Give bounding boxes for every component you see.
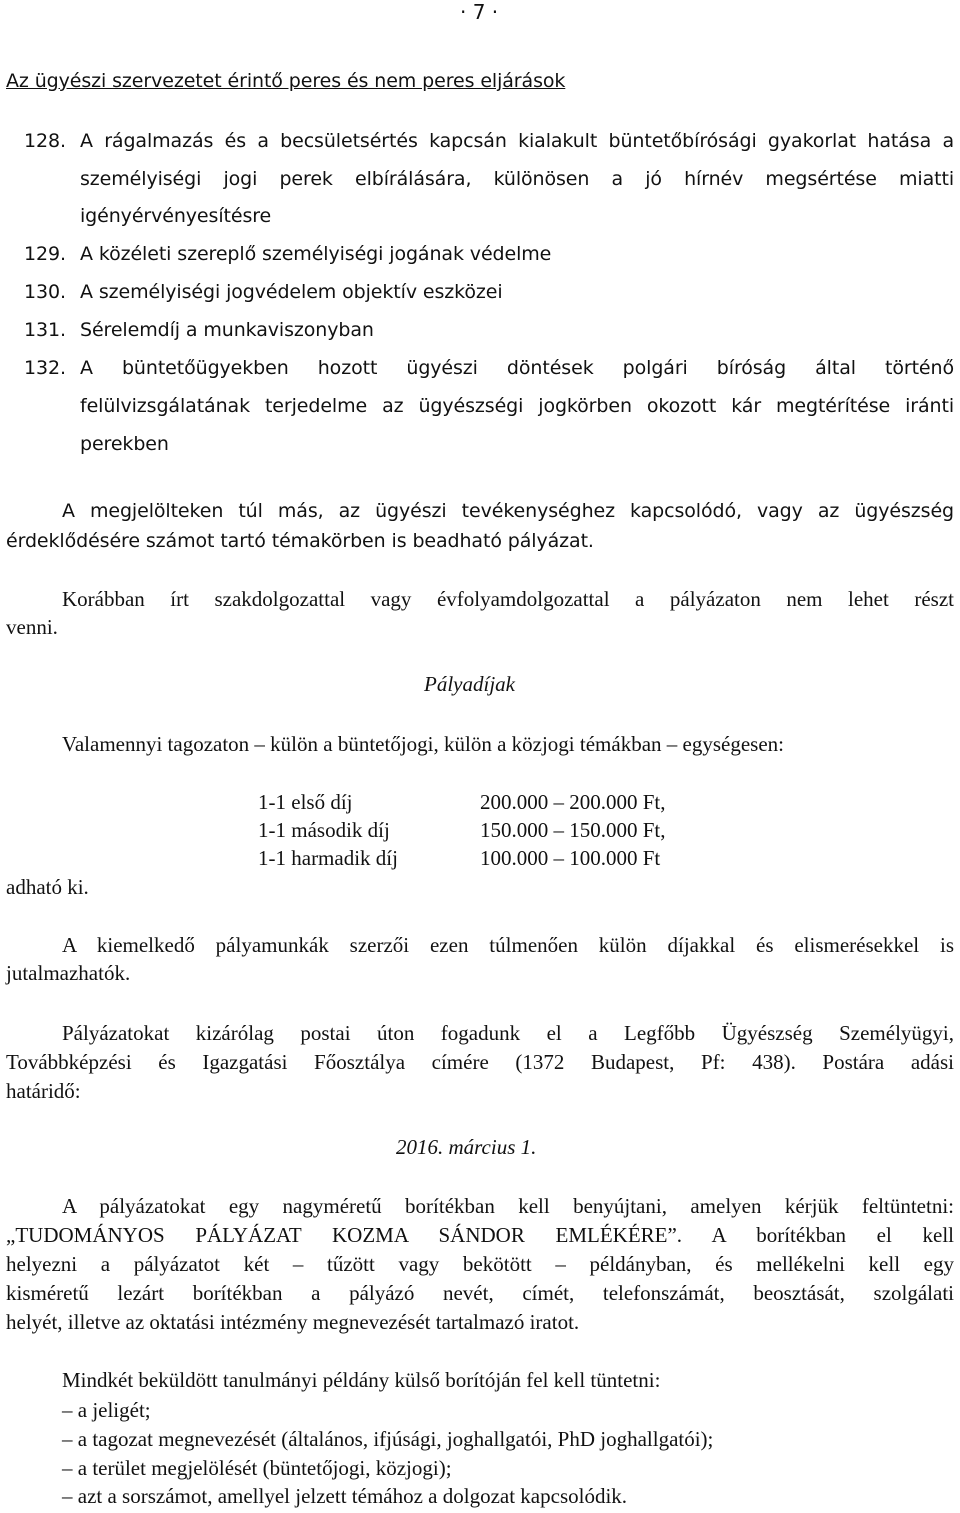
topic-text: A rágalmazás és a becsületsértés kapcsán kialakult büntetőbírósági gyakorlat hatása a: [80, 130, 954, 152]
prize-label: 1-1 második díj: [258, 818, 390, 842]
page-number: · 7 ·: [460, 0, 499, 24]
envelope-text: helyét, illetve az oktatási intézmény megnevezését tartalmazó iratot.: [6, 1310, 580, 1334]
special-awards: A kiemelkedő pályamunkák szerzői ezen túlmenően külön díjakkal és elismerésekkel is: [62, 933, 954, 957]
prize-label: 1-1 harmadik díj: [258, 846, 398, 870]
prize-amount: 100.000 – 100.000 Ft: [480, 846, 661, 870]
topic-text: A büntetőügyekben hozott ügyészi döntések polgári bíróság által történő: [80, 357, 954, 379]
envelope-text: A pályázatokat egy nagyméretű borítékban kell benyújtani, amelyen kérjük feltüntetni:: [62, 1194, 954, 1218]
topic-text: felülvizsgálatának terjedelme az ügyészségi jogkörben okozott kár megtérítése iránti: [80, 395, 954, 417]
prize-label: 1-1 első díj: [258, 790, 353, 814]
submission-text: határidő:: [6, 1079, 81, 1103]
section-title: Az ügyészi szervezetet érintő peres és nem peres eljárások: [6, 70, 566, 92]
prizes-intro: Valamennyi tagozaton – külön a büntetőjogi, külön a közjogi témákban – egységesen:: [62, 732, 784, 756]
topic-text: igényérvényesítésre: [80, 205, 272, 227]
submission-text: Továbbképzési és Igazgatási Főosztálya címére (1372 Budapest, Pf: 438). Postára adási: [6, 1050, 954, 1074]
other-topics-note: A megjelölteken túl más, az ügyészi tevékenységhez kapcsolódó, vagy az ügyészség: [62, 500, 954, 522]
topic-number: 128.: [24, 130, 66, 152]
prior-work-note: venni.: [6, 615, 58, 639]
topic-text: személyiségi jogi perek elbírálására, különösen a jó hírnév megsértése miatti: [80, 168, 954, 190]
prizes-heading: Pályadíjak: [424, 672, 515, 696]
prize-amount: 200.000 – 200.000 Ft,: [480, 790, 666, 814]
topic-number: 129.: [24, 243, 66, 265]
prizes-closing: adható ki.: [6, 875, 89, 899]
topic-number: 130.: [24, 281, 66, 303]
list-item: – a jeligét;: [62, 1398, 151, 1422]
deadline: 2016. március 1.: [396, 1135, 537, 1159]
list-item: – a tagozat megnevezését (általános, ifjúsági, joghallgatói, PhD joghallgatói);: [62, 1427, 714, 1451]
prize-amount: 150.000 – 150.000 Ft,: [480, 818, 666, 842]
topic-text: A közéleti szereplő személyiségi jogának védelme: [80, 243, 552, 265]
list-item: – azt a sorszámot, amellyel jelzett témához a dolgozat kapcsolódik.: [62, 1484, 628, 1508]
other-topics-note: érdeklődésére számot tartó témakörben is beadható pályázat.: [6, 530, 594, 552]
prior-work-note: Korábban írt szakdolgozattal vagy évfolyamdolgozattal a pályázaton nem lehet részt: [62, 587, 954, 611]
topic-number: 131.: [24, 319, 66, 341]
topic-number: 132.: [24, 357, 66, 379]
topic-text: Sérelemdíj a munkaviszonyban: [80, 319, 374, 341]
topic-text: A személyiségi jogvédelem objektív eszközei: [80, 281, 503, 303]
topic-text: perekben: [80, 433, 169, 455]
cover-intro: Mindkét beküldött tanulmányi példány külső borítóján fel kell tüntetni:: [62, 1368, 661, 1392]
envelope-text: kisméretű lezárt borítékban a pályázó nevét, címét, telefonszámát, beosztását, szolgálati: [6, 1281, 954, 1305]
special-awards: jutalmazhatók.: [6, 961, 131, 985]
submission-text: Pályázatokat kizárólag postai úton fogadunk el a Legfőbb Ügyészség Személyügyi,: [62, 1021, 954, 1045]
envelope-text: helyezni a pályázatot két – tűzött vagy bekötött – példányban, és mellékelni kell egy: [6, 1252, 954, 1276]
list-item: – a terület megjelölését (büntetőjogi, közjogi);: [62, 1456, 452, 1480]
envelope-text: „TUDOMÁNYOS PÁLYÁZAT KOZMA SÁNDOR EMLÉKÉRE”. A borítékban el kell: [6, 1223, 954, 1247]
